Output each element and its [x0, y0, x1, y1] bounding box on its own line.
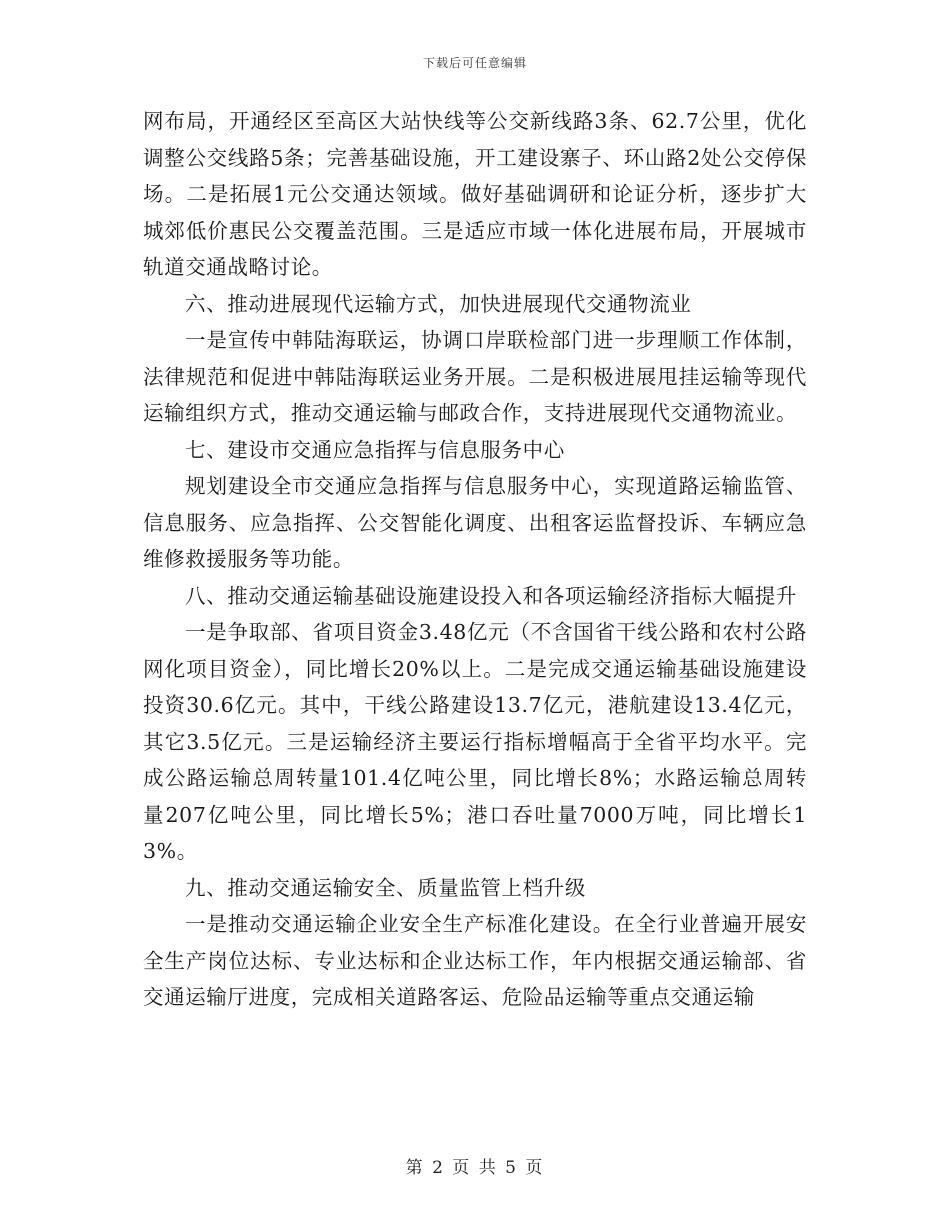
section-heading-7: 七、建设市交通应急指挥与信息服务中心 [185, 437, 565, 462]
page-header: 下载后可任意编辑 [422, 56, 527, 70]
section-heading-8: 八、推动交通运输基础设施建设投入和各项运输经济指标大幅提升 [185, 583, 797, 608]
document-body [143, 103, 807, 1016]
paragraph-section-9: 一是推动交通运输企业安全生产标准化建设。在全行业普遍开展安全生产岗位达标、专业达标和企业达标工作，年内根据交通运输部、省交通运输厅进度，完成相关道路客运、危险品运输等重点交通运输 [143, 912, 807, 1009]
paragraph-section-8: 一是争取部、省项目资金3.48亿元（不含国省干线公路和农村公路网化项目资金），同比增长20%以上。二是完成交通运输基础设施建设投资30.6亿元。其中，干线公路建设13.7亿元，港航建设13.4亿元，其它3.5亿元。三是运输经济主要运行指标增幅高于全省平均水平。完成公路运输总周转量101.4亿吨公里，同比增长8%；水路运输总周转量207亿吨公里，同比增长5%；港口吞吐量7000万吨，同比增长13%。 [143, 620, 807, 863]
section-heading-9: 九、推动交通运输安全、质量监管上档升级 [185, 875, 586, 900]
paragraph-continued: 网布局，开通经区至高区大站快线等公交新线路3条、62.7公里，优化调整公交线路5条；完善基础设施，开工建设寨子、环山路2处公交停保场。二是拓展1元公交通达领域。做好基础调研和论证分析，逐步扩大城郊低价惠民公交覆盖范围。三是适应市域一体化进展布局，开展城市轨道交通战略讨论。 [143, 109, 807, 279]
paragraph-section-6: 一是宣传中韩陆海联运，协调口岸联检部门进一步理顺工作体制，法律规范和促进中韩陆海联运业务开展。二是积极进展甩挂运输等现代运输组织方式，推动交通运输与邮政合作，支持进展现代交通物流业。 [143, 328, 807, 425]
page-footer: 第 2 页 共 5 页 [405, 1158, 545, 1178]
paragraph-section-7: 规划建设全市交通应急指挥与信息服务中心，实现道路运输监管、信息服务、应急指挥、公交智能化调度、出租客运监督投诉、车辆应急维修救援服务等功能。 [143, 474, 807, 571]
section-heading-6: 六、推动进展现代运输方式，加快进展现代交通物流业 [185, 291, 692, 316]
